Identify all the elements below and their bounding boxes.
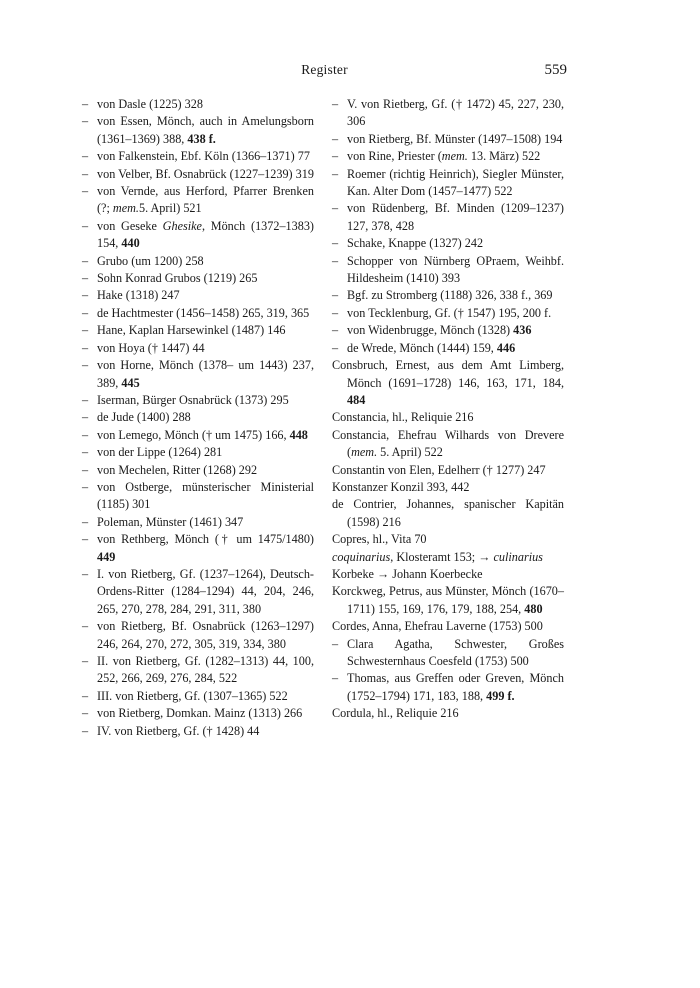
subentry-dash: – bbox=[332, 323, 339, 338]
entry-text: , Klosteramt 153; → bbox=[390, 549, 494, 564]
index-subentry bbox=[82, 270, 314, 287]
subentry-dash: – bbox=[332, 288, 339, 303]
entry-text: von Hoya († 1447) 44 bbox=[97, 340, 205, 355]
entry-text: von Mechelen, Ritter (1268) 292 bbox=[97, 462, 258, 477]
subentry-dash: – bbox=[332, 97, 339, 111]
index-subentry bbox=[332, 340, 564, 357]
subentry-dash: – bbox=[82, 532, 89, 547]
subentry-dash: – bbox=[82, 706, 89, 721]
index-subentry bbox=[82, 409, 314, 426]
italic-term: mem. bbox=[112, 201, 139, 216]
entry-text: V. von Rietberg, Gf. († 1472) 45, 227, 230, 306 bbox=[347, 97, 564, 129]
subentry-dash: – bbox=[82, 114, 89, 129]
entry-text: Schopper von Nürnberg OPraem, Weihbf. Hildesheim (1410) 393 bbox=[347, 253, 564, 286]
subentry-dash: – bbox=[82, 288, 89, 303]
page-reference-bold: 484 bbox=[347, 392, 366, 407]
index-entry bbox=[332, 531, 564, 548]
page-reference-bold: 480 bbox=[524, 601, 543, 616]
index-subentry bbox=[82, 444, 314, 461]
entry-text: Schake, Knappe (1327) 242 bbox=[347, 236, 484, 251]
entry-text: von Ostberge, münsterischer Ministerial (1185) 301 bbox=[97, 479, 314, 512]
entry-text: Roemer (richtig Heinrich), Siegler Münster, Kan. Alter Dom (1457–1477) 522 bbox=[347, 166, 564, 199]
entry-text: Hane, Kaplan Harsewinkel (1487) 146 bbox=[97, 323, 286, 338]
index-entry bbox=[332, 496, 564, 531]
subentry-dash: – bbox=[82, 358, 89, 373]
entry-text: Korbeke → Johann Koerbecke bbox=[332, 566, 483, 581]
italic-term: coquinarius bbox=[332, 549, 391, 564]
entry-text: Iserman, Bürger Osnabrück (1373) 295 bbox=[97, 392, 289, 407]
subentry-dash: – bbox=[82, 218, 89, 233]
index-subentry bbox=[332, 148, 564, 165]
entry-text: Clara Agatha, Schwester, Großes Schwesternhaus Coesfeld (1753) 500 bbox=[347, 636, 564, 668]
subentry-dash: – bbox=[82, 654, 89, 668]
italic-term: mem. bbox=[351, 445, 378, 460]
index-subentry bbox=[82, 148, 314, 165]
entry-text: de Contrier, Johannes, spanischer Kapitän (1598) 216 bbox=[332, 497, 564, 529]
entry-text: von Rine, Priester ( bbox=[347, 149, 442, 164]
entry-text: Constantin von Elen, Edelherr († 1277) 247 bbox=[332, 462, 546, 477]
index-subentry bbox=[82, 287, 314, 304]
entry-text: Cordes, Anna, Ehefrau Laverne (1753) 500 bbox=[332, 619, 543, 634]
index-subentry bbox=[332, 670, 564, 705]
index-subentry bbox=[82, 253, 314, 270]
subentry-dash: – bbox=[332, 253, 339, 268]
subentry-dash: – bbox=[332, 340, 339, 355]
subentry-dash: – bbox=[332, 671, 339, 686]
entry-text: , Mönch (1372–1383) 154, bbox=[97, 218, 314, 251]
index-subentry bbox=[332, 305, 564, 322]
entry-text: von Tecklenburg, Gf. († 1547) 195, 200 f. bbox=[347, 305, 552, 320]
entry-text: Consbruch, Ernest, aus dem Amt Limberg, Mönch (1691–1728) 146, 163, 171, 184, bbox=[332, 358, 564, 390]
index-subentry bbox=[82, 688, 314, 705]
entry-text: de Jude (1400) 288 bbox=[97, 410, 191, 425]
entry-text: Sohn Konrad Grubos (1219) 265 bbox=[97, 271, 258, 286]
subentry-dash: – bbox=[82, 688, 89, 703]
italic-term: culinarius bbox=[493, 549, 543, 564]
index-subentry bbox=[332, 253, 564, 288]
entry-text: Poleman, Münster (1461) 347 bbox=[97, 514, 244, 529]
entry-text: de Wrede, Mönch (1444) 159, bbox=[347, 340, 497, 355]
page-reference-bold: 445 bbox=[121, 375, 140, 390]
entry-text: IV. von Rietberg, Gf. († 1428) 44 bbox=[97, 723, 260, 738]
index-subentry bbox=[82, 653, 314, 688]
index-subentry bbox=[332, 636, 564, 671]
entry-text: II. von Rietberg, Gf. (1282–1313) 44, 100, 252, 266, 269, 276, 284, 522 bbox=[97, 654, 314, 686]
entry-text: von Horne, Mönch (1378– um 1443) 237, 389, bbox=[97, 358, 314, 390]
index-subentry bbox=[332, 287, 564, 304]
index-subentry bbox=[82, 427, 314, 444]
entry-text: 13. März) 522 bbox=[467, 149, 541, 164]
entry-text: Cordula, hl., Reliquie 216 bbox=[332, 706, 459, 721]
entry-text: von Essen, Mönch, auch in Amelungsborn (1361–1369) 388, bbox=[97, 114, 314, 146]
entry-text: von Widenbrugge, Mönch (1328) bbox=[347, 323, 514, 338]
subentry-dash: – bbox=[332, 636, 339, 651]
entry-text: Bgf. zu Stromberg (1188) 326, 338 f., 369 bbox=[347, 288, 553, 303]
index-column-right bbox=[332, 96, 564, 723]
entry-text: Grubo (um 1200) 258 bbox=[97, 253, 204, 268]
index-subentry bbox=[332, 166, 564, 201]
subentry-dash: – bbox=[82, 253, 89, 268]
entry-text: Hake (1318) 247 bbox=[97, 288, 180, 303]
entry-text: Thomas, aus Greffen oder Greven, Mönch (1752–1794) 171, 183, 188, bbox=[347, 671, 564, 703]
running-header bbox=[82, 62, 567, 82]
index-entry bbox=[332, 618, 564, 635]
subentry-dash: – bbox=[332, 201, 339, 216]
entry-text: von Rethberg, Mönch († um 1475/1480) bbox=[97, 532, 314, 547]
subentry-dash: – bbox=[82, 149, 89, 164]
entry-text: III. von Rietberg, Gf. (1307–1365) 522 bbox=[97, 688, 288, 703]
index-entry bbox=[332, 409, 564, 426]
index-entry bbox=[332, 583, 564, 618]
subentry-dash: – bbox=[82, 392, 89, 407]
italic-term: mem. bbox=[441, 149, 468, 164]
entry-text: von Rüdenberg, Bf. Minden (1209–1237) 127, 378, 428 bbox=[347, 201, 564, 233]
index-entry bbox=[332, 427, 564, 462]
entry-text: von Rietberg, Bf. Osnabrück (1263–1297) 246, 264, 270, 272, 305, 319, 334, 380 bbox=[97, 619, 314, 651]
subentry-dash: – bbox=[82, 166, 89, 181]
index-subentry bbox=[332, 235, 564, 252]
index-subentry bbox=[82, 183, 314, 218]
subentry-dash: – bbox=[332, 149, 339, 164]
entry-text: 5. April) 521 bbox=[138, 201, 202, 216]
subentry-dash: – bbox=[82, 410, 89, 425]
subentry-dash: – bbox=[332, 236, 339, 251]
index-subentry bbox=[82, 166, 314, 183]
index-subentry bbox=[82, 305, 314, 322]
subentry-dash: – bbox=[82, 619, 89, 634]
index-entry bbox=[332, 462, 564, 479]
subentry-dash: – bbox=[82, 305, 89, 320]
index-subentry bbox=[82, 113, 314, 148]
index-subentry bbox=[82, 705, 314, 722]
entry-text: von der Lippe (1264) 281 bbox=[97, 445, 223, 460]
entry-text: von Dasle (1225) 328 bbox=[97, 97, 203, 111]
index-subentry bbox=[82, 357, 314, 392]
index-subentry bbox=[82, 618, 314, 653]
entry-text: von Vernde, aus Herford, Pfarrer Brenken (?; bbox=[97, 184, 314, 216]
index-subentry bbox=[82, 566, 314, 618]
index-subentry bbox=[82, 531, 314, 566]
page-reference-bold: 499 f. bbox=[486, 688, 515, 703]
italic-term: Ghesike bbox=[162, 218, 202, 233]
index-entry bbox=[332, 549, 564, 566]
index-subentry bbox=[82, 340, 314, 357]
running-title: Register bbox=[301, 62, 348, 77]
index-entry bbox=[332, 566, 564, 583]
index-subentry bbox=[82, 479, 314, 514]
entry-text: von Geseke bbox=[97, 218, 163, 233]
entry-text: von Rietberg, Bf. Münster (1497–1508) 194 bbox=[347, 131, 563, 146]
subentry-dash: – bbox=[82, 271, 89, 286]
index-entry bbox=[332, 357, 564, 409]
subentry-dash: – bbox=[332, 305, 339, 320]
entry-text: von Velber, Bf. Osnabrück (1227–1239) 319 bbox=[97, 166, 314, 181]
subentry-dash: – bbox=[82, 323, 89, 338]
subentry-dash: – bbox=[332, 166, 339, 181]
index-column-left bbox=[82, 96, 314, 740]
entry-text: Korckweg, Petrus, aus Münster, Mönch (1670–1711) 155, 169, 176, 179, 188, 254, bbox=[332, 584, 564, 616]
subentry-dash: – bbox=[82, 445, 89, 460]
subentry-dash: – bbox=[82, 340, 89, 355]
page-reference-bold: 448 bbox=[289, 427, 308, 442]
index-subentry bbox=[332, 200, 564, 235]
index-subentry bbox=[332, 96, 564, 131]
index-subentry bbox=[82, 723, 314, 740]
index-subentry bbox=[332, 322, 564, 339]
entry-text: Konstanzer Konzil 393, 442 bbox=[332, 479, 470, 494]
entry-text: 5. April) 522 bbox=[377, 445, 443, 460]
index-subentry bbox=[82, 322, 314, 339]
entry-text: Constancia, hl., Reliquie 216 bbox=[332, 410, 474, 425]
subentry-dash: – bbox=[82, 97, 89, 111]
entry-text: von Rietberg, Domkan. Mainz (1313) 266 bbox=[97, 706, 303, 721]
subentry-dash: – bbox=[332, 131, 339, 146]
index-subentry bbox=[82, 514, 314, 531]
entry-text: I. von Rietberg, Gf. (1237–1264), Deutsch-Ordens-Ritter (1284–1294) 44, 204, 246, 265, 270, 278, 284, 291, 311, 380 bbox=[97, 566, 314, 616]
subentry-dash: – bbox=[82, 479, 89, 494]
subentry-dash: – bbox=[82, 462, 89, 477]
index-subentry bbox=[332, 131, 564, 148]
page-reference-bold: 446 bbox=[496, 340, 516, 355]
entry-text: de Hachtmester (1456–1458) 265, 319, 365 bbox=[97, 305, 310, 320]
page-reference-bold: 436 bbox=[513, 323, 532, 338]
page-reference-bold: 440 bbox=[121, 236, 140, 251]
subentry-dash: – bbox=[82, 566, 89, 581]
page-reference-bold: 438 f. bbox=[187, 131, 216, 146]
entry-text: Copres, hl., Vita 70 bbox=[332, 532, 427, 547]
entry-text: Constancia, Ehefrau Wilhards von Drevere ( bbox=[332, 427, 564, 460]
subentry-dash: – bbox=[82, 514, 89, 529]
page-number: 559 bbox=[544, 62, 567, 78]
subentry-dash: – bbox=[82, 723, 89, 738]
subentry-dash: – bbox=[82, 184, 89, 199]
index-entry bbox=[332, 479, 564, 496]
index-entry bbox=[332, 705, 564, 722]
index-subentry bbox=[82, 462, 314, 479]
subentry-dash: – bbox=[82, 427, 89, 442]
page-reference-bold: 449 bbox=[97, 549, 116, 564]
index-subentry bbox=[82, 218, 314, 253]
entry-text: von Lemego, Mönch († um 1475) 166, bbox=[97, 427, 290, 442]
index-subentry bbox=[82, 392, 314, 409]
entry-text: von Falkenstein, Ebf. Köln (1366–1371) 77 bbox=[97, 149, 310, 164]
index-subentry bbox=[82, 96, 314, 113]
